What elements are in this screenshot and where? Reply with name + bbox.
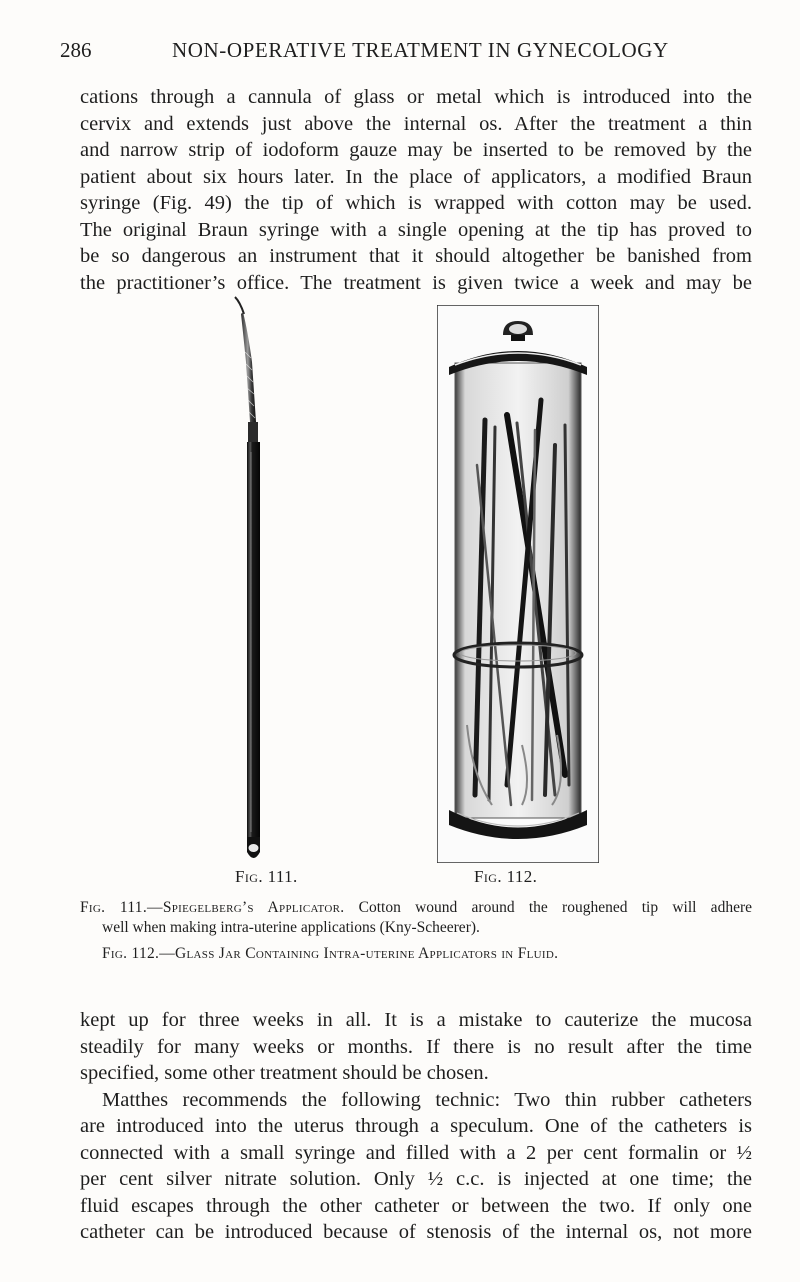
text-line: be so dangerous an instrument that it should altogether be banished from — [80, 245, 752, 267]
text-line: the practitioner’s office. The treatment is given twice a week and may be — [80, 271, 752, 294]
text-line: and narrow strip of iodoform gauze may be inserted to be removed by the — [80, 139, 752, 161]
text-line: cervix and extends just above the internal os. After the treatment a thin — [80, 112, 752, 135]
text-line: catheter can be introduced because of stenosis of the internal os, not more — [80, 1221, 752, 1243]
text-line: cations through a cannula of glass or metal which is introduced into the — [80, 86, 752, 108]
text-line: fluid escapes through the other catheter or between the two. If only one — [80, 1194, 752, 1217]
fig-112-label: Fig. 112. — [474, 867, 538, 886]
caption-ref: Fig. 111. — [80, 899, 148, 916]
caption-fig-112 — [80, 944, 752, 964]
page-number: 286 — [60, 38, 92, 62]
text-line: patient about six hours later. In the place of applicators, a modified Braun — [80, 165, 752, 188]
glass-jar-illustration — [437, 305, 599, 863]
caption-ref: Fig. 112. — [102, 945, 160, 962]
text-line: kept up for three weeks in all. It is a mistake to cauterize the mucosa — [80, 1009, 752, 1031]
caption-text: Cotton wound around the roughened tip will adhere — [344, 899, 752, 916]
running-title: NON-OPERATIVE TREATMENT IN GYNECOLOGY — [172, 38, 669, 62]
text-line: The original Braun syringe with a single opening at the tip has proved to — [80, 218, 752, 241]
paragraph-top — [80, 84, 752, 296]
caption-title: —Glass Jar Containing Intra-uterine Applicators in Fluid. — [159, 945, 559, 962]
paragraph-bottom — [80, 1007, 752, 1246]
spiegelberg-applicator-illustration — [232, 292, 272, 867]
text-line: per cent silver nitrate solution. Only ½ c.c. is injected at one time; the — [80, 1168, 752, 1190]
page-header — [60, 38, 760, 68]
text-line: connected with a small syringe and filled with a 2 per cent formalin or ½ — [80, 1141, 752, 1164]
text-line: specified, some other treatment should be chosen. — [80, 1062, 489, 1084]
text-line: syringe (Fig. 49) the tip of which is wrapped with cotton may be used. — [80, 192, 752, 214]
caption-text: well when making intra-uterine applications (Kny-Scheerer). — [102, 919, 480, 936]
caption-title: —Spiegelberg’s Applicator. — [147, 899, 345, 916]
caption-fig-111 — [80, 898, 752, 938]
text-line: are introduced into the uterus through a speculum. One of the catheters is — [80, 1115, 752, 1137]
text-line: Matthes recommends the following technic: Two thin rubber catheters — [102, 1088, 752, 1111]
text-line: steadily for many weeks or months. If there is no result after the time — [80, 1035, 752, 1058]
fig-111-label: Fig. 111. — [235, 867, 298, 886]
